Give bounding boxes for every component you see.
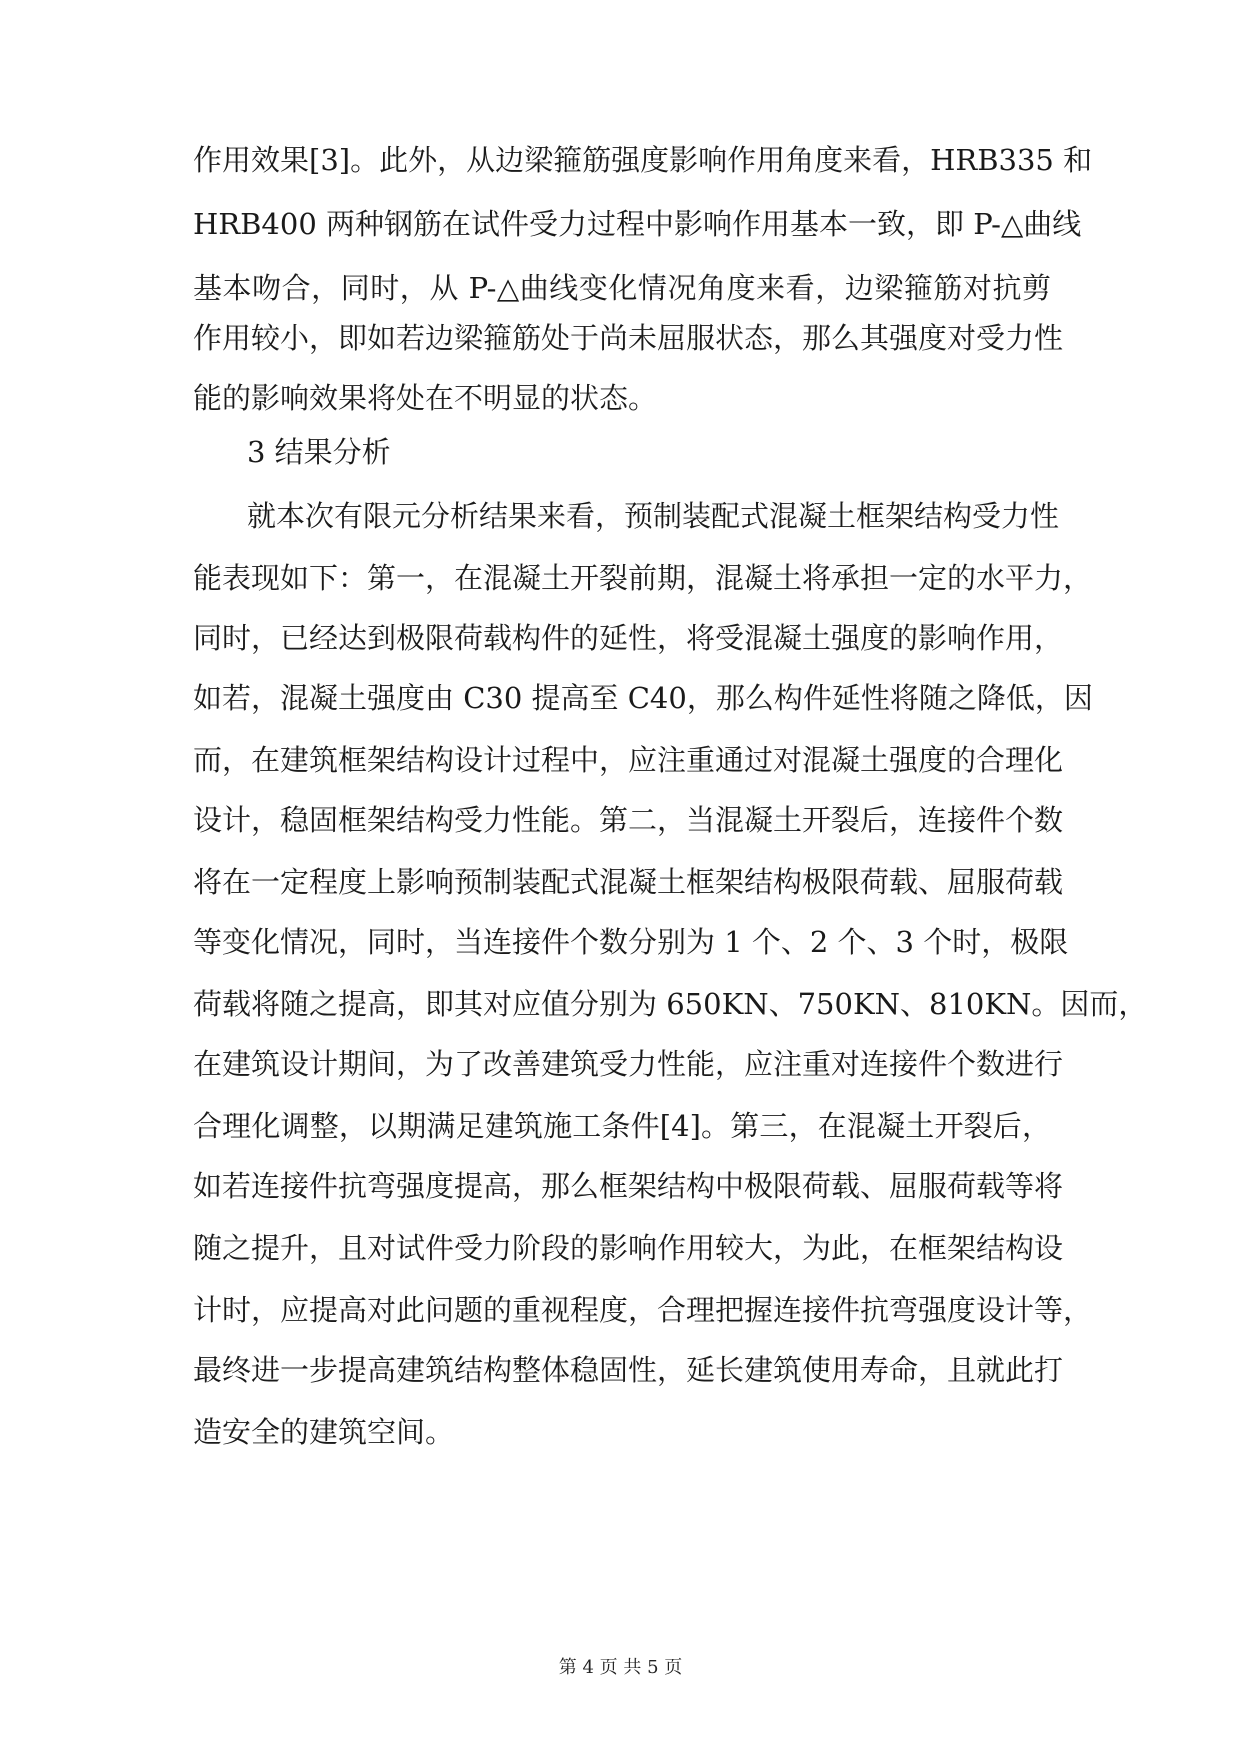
paragraph-line: 将在一定程度上影响预制装配式混凝土框架结构极限荷载、屈服荷载: [193, 865, 1064, 899]
paragraph-line: 等变化情况，同时，当连接件个数分别为 1 个、2 个、3 个时，极限: [193, 925, 1069, 959]
paragraph-line: 荷载将随之提高，即其对应值分别为 650KN、750KN、810KN。因而，: [193, 987, 1148, 1021]
paragraph-line: 如若连接件抗弯强度提高，那么框架结构中极限荷载、屈服荷载等将: [193, 1169, 1064, 1203]
paragraph-line: 而，在建筑框架结构设计过程中，应注重通过对混凝土强度的合理化: [193, 743, 1064, 777]
paragraph-line: 作用效果[3]。此外，从边梁箍筋强度影响作用角度来看，HRB335 和: [193, 143, 1093, 177]
paragraph-line: 同时，已经达到极限荷载构件的延性，将受混凝土强度的影响作用，: [193, 621, 1064, 655]
section-heading: 3 结果分析: [247, 435, 391, 469]
paragraph-line: HRB400 两种钢筋在试件受力过程中影响作用基本一致，即 P-△曲线: [193, 207, 1082, 241]
paragraph-line: 造安全的建筑空间。: [193, 1415, 455, 1449]
paragraph-line: 最终进一步提高建筑结构整体稳固性，延长建筑使用寿命，且就此打: [193, 1353, 1064, 1387]
paragraph-line: 随之提升，且对试件受力阶段的影响作用较大，为此，在框架结构设: [193, 1231, 1064, 1265]
paragraph-line: 在建筑设计期间，为了改善建筑受力性能，应注重对连接件个数进行: [193, 1047, 1064, 1081]
paragraph-line: 基本吻合，同时，从 P-△曲线变化情况角度来看，边梁箍筋对抗剪: [193, 271, 1051, 305]
paragraph-line: 能表现如下：第一，在混凝土开裂前期，混凝土将承担一定的水平力，: [193, 561, 1093, 595]
paragraph-line: 作用较小，即如若边梁箍筋处于尚未屈服状态，那么其强度对受力性: [193, 321, 1064, 355]
paragraph-line: 合理化调整，以期满足建筑施工条件[4]。第三，在混凝土开裂后，: [193, 1109, 1051, 1143]
paragraph-line: 设计，稳固框架结构受力性能。第二，当混凝土开裂后，连接件个数: [193, 803, 1064, 837]
paragraph-line: 就本次有限元分析结果来看，预制装配式混凝土框架结构受力性: [247, 499, 1060, 533]
paragraph-line: 能的影响效果将处在不明显的状态。: [193, 381, 658, 415]
paragraph-line: 如若，混凝土强度由 C30 提高至 C40，那么构件延性将随之降低，因: [193, 681, 1093, 715]
page-number-footer: 第 4 页 共 5 页: [558, 1657, 683, 1678]
paragraph-line: 计时，应提高对此问题的重视程度，合理把握连接件抗弯强度设计等，: [193, 1293, 1093, 1327]
